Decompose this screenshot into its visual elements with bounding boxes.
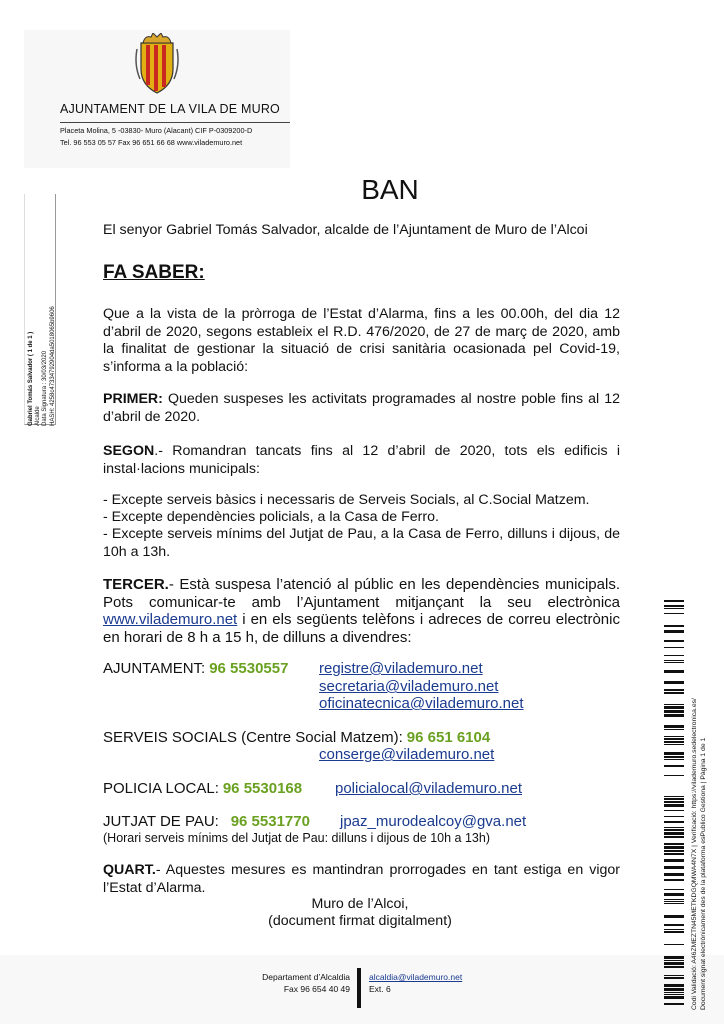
barcode-stripe: [664, 798, 684, 800]
barcode-stripe: [664, 821, 684, 823]
heading-fa-saber: FA SABER:: [103, 262, 205, 283]
municipality-contact: Tel. 96 553 05 57 Fax 96 651 66 68 www.vilademuro.net: [60, 138, 243, 147]
barcode-stripe: [664, 988, 684, 991]
signature-hash: HASH: 4258c47334792904da5018065b9606: [49, 306, 56, 426]
barcode-stripe: [664, 850, 684, 852]
barcode-stripe: [664, 804, 684, 807]
footer-fax: Fax 96 654 40 49: [283, 984, 350, 994]
contact-policia: [103, 780, 302, 799]
intro-line: El senyor Gabriel Tomás Salvador, alcalde de l’Ajuntament de Muro de l’Alcoi: [103, 222, 588, 238]
barcode-stripe: [664, 873, 684, 876]
barcode-stripe: [664, 689, 684, 691]
ajuntament-phone: 96 5530557: [209, 660, 289, 677]
verification-code: Codi Validació: A46ZMEZTN45METKDGQMWA4N7X | Verificació: https://vilademuro.sedelectronica.es/: [691, 698, 698, 1010]
barcode-stripe: [664, 846, 684, 849]
barcode-stripe: [664, 640, 684, 642]
barcode-stripe: [664, 975, 684, 976]
barcode-stripe: [664, 994, 684, 995]
footer-ext: Ext. 6: [369, 984, 391, 994]
barcode-stripe: [664, 600, 684, 602]
paragraph-context: Que a la vista de la pròrroga de l’Estat d’Alarma, fins a les 00.00h, del dia 12 d’abril de 2020, segons estableix el R.D. 476/2020, de 27 de març de 2020, amb la finalitat de gestionar la situació de crisi sanitària ocasionada pel Covid-19, s’informa a la població:: [103, 306, 620, 375]
email-policia[interactable]: policialocal@vilademuro.net: [335, 780, 522, 797]
barcode-stripe: [664, 706, 684, 709]
barcode-stripe: [664, 960, 684, 961]
barcode-stripe: [664, 1003, 684, 1005]
policia-phone: 96 5530168: [222, 780, 303, 797]
barcode-stripe: [664, 992, 684, 993]
barcode-stripe: [664, 801, 684, 803]
paragraph-segon: [103, 443, 620, 478]
serveis-label: SERVEIS SOCIALS (Centre Social Matzem):: [103, 729, 403, 746]
barcode-stripe: [664, 756, 684, 758]
barcode-stripe: [664, 630, 684, 633]
contact-ajuntament: [103, 660, 288, 679]
footer-department: [250, 971, 350, 995]
barcode-stripe: [664, 692, 684, 694]
barcode-stripe: [664, 714, 684, 717]
ajuntament-label: AJUNTAMENT:: [103, 660, 206, 677]
jutjat-phone: 96 5531770: [230, 813, 310, 830]
barcode-stripe: [664, 832, 684, 835]
paragraph-tercer: [103, 576, 620, 646]
barcode-stripe: [664, 977, 684, 979]
exception-2: - Excepte dependències policials, a la Casa de Ferro.: [103, 509, 439, 525]
barcode-stripe: [664, 660, 684, 661]
barcode-stripe: [664, 775, 684, 776]
barcode-stripe: [664, 829, 684, 831]
municipality-name: AJUNTAMENT DE LA VILA DE MURO: [60, 102, 280, 116]
barcode-stripe: [664, 647, 684, 648]
barcode-stripe: [664, 729, 684, 730]
quart-text: - Aquestes mesures es mantindran prorrogades en tant estiga en vigor l’Estat d’Alarma.: [103, 862, 620, 896]
segon-label: SEGON: [103, 443, 155, 459]
policia-label: POLICIA LOCAL:: [103, 780, 219, 797]
serveis-phone: 96 651 6104: [406, 729, 491, 746]
barcode-stripe: [664, 613, 684, 614]
tercer-label: TERCER.: [103, 576, 169, 593]
header-divider: [60, 122, 290, 123]
contact-serveis-socials: [103, 729, 490, 748]
email-conserge[interactable]: conserge@vilademuro.net: [319, 746, 495, 763]
closing-note: (document firmat digitalment): [268, 913, 452, 929]
email-registre[interactable]: registre@vilademuro.net: [319, 660, 483, 677]
barcode-stripe: [664, 866, 684, 869]
barcode-stripe: [664, 859, 684, 862]
barcode-stripe: [664, 984, 684, 987]
barcode-stripe: [664, 605, 684, 607]
signature-stamp: [28, 206, 57, 426]
barcode-stripe: [664, 996, 684, 999]
barcode-stripe: [664, 843, 684, 845]
barcode-stripe: [664, 796, 684, 797]
primer-text: Queden suspeses les activitats programades al nostre poble fins al 12 d’abril de 2020.: [103, 391, 620, 425]
barcode-stripe: [664, 670, 684, 673]
verification-platform: Document signat electrònicament des de la plataforma esPublico Gestiona | Pàgina 1 de 1: [700, 737, 707, 1010]
barcode-stripe: [664, 853, 684, 855]
exception-3: - Excepte serveis mínims del Jutjat de Pau, a la Casa de Ferro, dilluns i dijous, de 10h a 13h.: [103, 526, 620, 560]
website-link[interactable]: www.vilademuro.net: [103, 611, 238, 628]
barcode-stripe: [664, 915, 684, 918]
paragraph-primer: [103, 391, 620, 426]
footer-contact: [369, 971, 462, 995]
barcode-stripe: [664, 893, 684, 896]
barcode-stripe: [664, 816, 684, 817]
barcode-stripe: [664, 608, 684, 609]
contact-jutjat: [103, 813, 310, 832]
footer-band: [0, 955, 724, 1024]
barcode-stripe: [664, 704, 684, 705]
closing-place: Muro de l’Alcoi,: [311, 896, 409, 912]
barcode-stripe: [664, 736, 684, 737]
barcode-stripe: [664, 889, 684, 890]
verification-text: [690, 590, 708, 1010]
coat-of-arms-icon: [133, 33, 181, 95]
barcode-stripe: [664, 962, 684, 965]
barcode-stripe: [664, 681, 684, 684]
barcode-stripe: [664, 765, 684, 767]
municipality-address: Placeta Molina, 5 -03830- Muro (Alacant) CIF P-0309200-D: [60, 126, 253, 135]
paragraph-quart: [103, 862, 620, 897]
barcode-stripe: [664, 655, 684, 656]
barcode-stripe: [664, 752, 684, 755]
barcode-stripe: [664, 903, 684, 904]
email-secretaria[interactable]: secretaria@vilademuro.net: [319, 678, 499, 695]
barcode-stripe: [664, 662, 684, 663]
footer-department-name: Departament d’Alcaldia: [262, 972, 350, 982]
footer-divider: [357, 968, 361, 1008]
email-oficinatecnica[interactable]: oficinatecnica@vilademuro.net: [319, 695, 524, 712]
barcode-stripe: [664, 879, 684, 881]
barcode-stripe: [664, 929, 684, 930]
barcode-stripe: [664, 625, 684, 627]
barcode-stripe: [664, 738, 684, 740]
barcode-stripe: [664, 710, 684, 713]
exception-1: - Excepte serveis bàsics i necessaris de Serveis Socials, al C.Social Matzem.: [103, 492, 590, 508]
barcode-stripe: [664, 956, 684, 959]
barcode-stripe: [664, 899, 684, 900]
barcode-stripe: [664, 741, 684, 743]
signature-role: Alcalde: [35, 406, 42, 426]
barcode-stripe: [664, 836, 684, 838]
barcode-icon: [664, 600, 684, 1008]
barcode-stripe: [664, 966, 684, 968]
document-title: BAN: [361, 174, 419, 205]
email-jutjat[interactable]: jpaz_murodealcoy@gva.net: [340, 813, 527, 830]
signature-date: Data Signatura : 30/03/2020: [42, 350, 49, 426]
quart-label: QUART.: [103, 862, 156, 878]
barcode-stripe: [664, 810, 684, 811]
barcode-stripe: [664, 944, 684, 945]
barcode-stripe: [664, 744, 684, 745]
jutjat-label: JUTJAT DE PAU:: [103, 813, 219, 830]
barcode-stripe: [664, 827, 684, 828]
barcode-stripe: [664, 901, 684, 902]
segon-text: .- Romandran tancats fins al 12 d’abril de 2020, tots els edificis i instal·lacions municipals:: [103, 443, 620, 477]
primer-label: PRIMER:: [103, 391, 163, 407]
barcode-stripe: [664, 924, 684, 926]
jutjat-note: (Horari serveis mínims del Jutjat de Pau: dilluns i dijous de 10h a 13h): [103, 831, 490, 845]
signature-signer: Gabriel Tomás Salvador ( 1 de 1 ): [28, 331, 34, 426]
barcode-stripe: [664, 725, 684, 728]
tercer-text-a: - Està suspesa l’atenció al públic en les dependències municipals. Pots comunicar-te amb l’Ajuntament mitjançant la seu electrònica: [103, 576, 620, 611]
tercer-text-b: i en els següents telèfons i adreces de correu electrònic en horari de 8 h a 15 h, de dilluns a divendres:: [103, 611, 620, 646]
barcode-stripe: [664, 931, 684, 933]
footer-email[interactable]: alcaldia@vilademuro.net: [369, 972, 463, 982]
barcode-stripe: [664, 759, 684, 760]
